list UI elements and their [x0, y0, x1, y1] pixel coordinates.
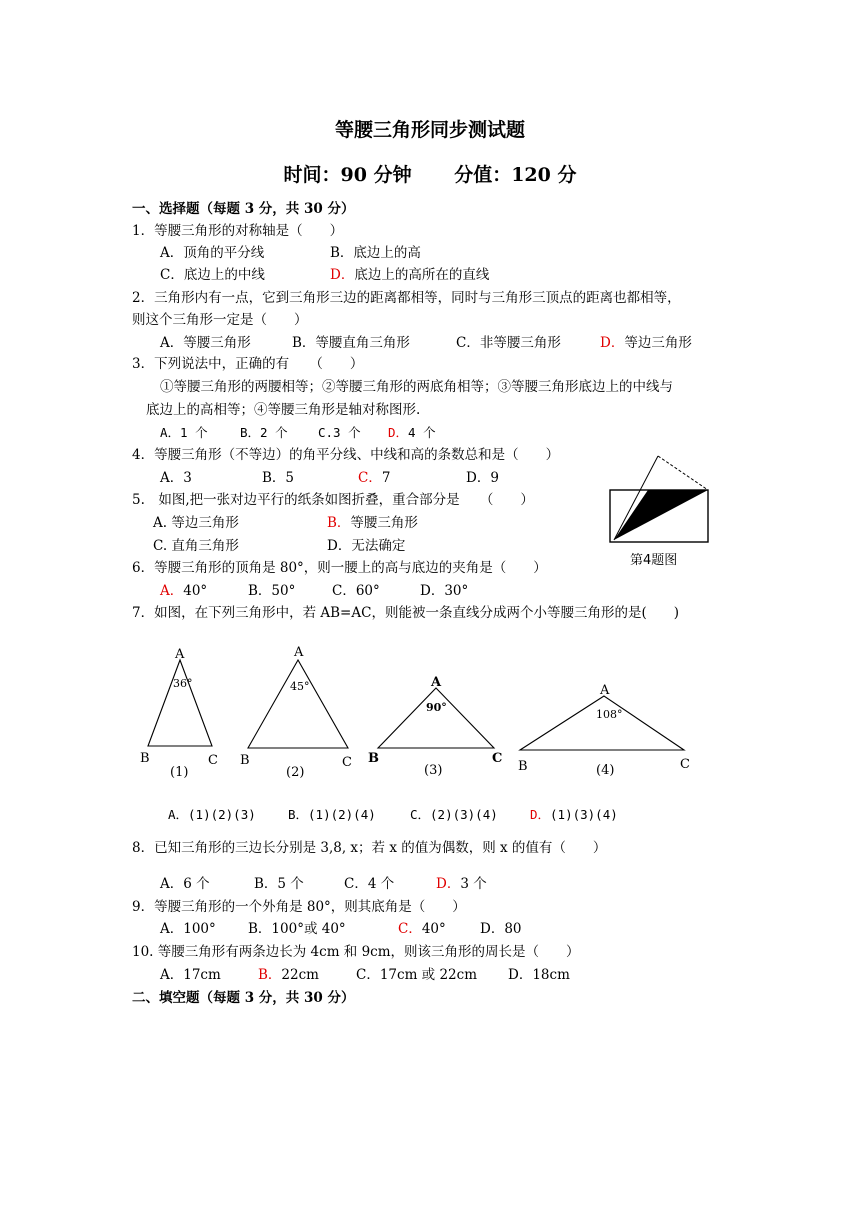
question-9-stem: 9．等腰三角形的一个外角是 80°，则其底角是（ ）	[132, 899, 466, 915]
triangle-2-shape	[248, 660, 348, 748]
triangle-2	[240, 645, 352, 780]
question-3-line-1: ①等腰三角形的两腰相等；②等腰三角形的两底角相等；③等腰三角形底边上的中线与	[160, 379, 673, 395]
q6-answer-letter: A．	[160, 583, 184, 599]
question-3-line-2: 底边上的高相等；④等腰三角形是轴对称图形.	[146, 402, 421, 418]
q2-option-d: D．等边三角形	[600, 335, 692, 351]
q2-option-b: B．等腰直角三角形	[292, 335, 410, 351]
q8-option-c: C．4 个	[344, 876, 395, 892]
question-2-stem-cont: 则这个三角形一定是（ ）	[132, 312, 308, 328]
question-1-stem: 1．等腰三角形的对称轴是（ ）	[132, 223, 344, 239]
q5-option-a: A. 等边三角形	[153, 515, 239, 531]
score-info: 分值：120 分	[454, 164, 577, 186]
time-info: 时间：90 分钟	[283, 164, 412, 186]
overlap-region	[614, 490, 708, 540]
triangle-2-vertex-c: C	[342, 755, 352, 770]
folded-edge-dashed	[658, 456, 708, 490]
page-title: 等腰三角形同步测试题	[334, 119, 525, 141]
triangle-3-vertex-b: B	[368, 751, 379, 766]
q2-option-c: C．非等腰三角形	[456, 335, 561, 351]
triangle-4	[518, 683, 690, 778]
q9-option-b: B．100°或 40°	[248, 921, 346, 937]
q3-option-c: C.3 个	[318, 425, 361, 440]
q10-option-a: A．17cm	[160, 967, 221, 983]
q1-option-c: C．底边上的中线	[160, 267, 265, 283]
triangle-3-angle: 90°	[426, 701, 447, 714]
triangle-3	[368, 675, 502, 778]
triangle-3-number: (3)	[424, 763, 443, 778]
q1-option-a: A．顶角的平分线	[160, 245, 265, 261]
question-7-stem: 7．如图，在下列三角形中，若 AB=AC，则能被一条直线分成两个小等腰三角形的是( )	[132, 605, 679, 621]
q10-option-d: D．18cm	[508, 967, 570, 983]
q7-option-c: C．(2)(3)(4)	[410, 807, 498, 822]
question-5-stem: 5. 如图,把一张对边平行的纸条如图折叠，重合部分是 （ ）	[132, 492, 534, 508]
q6-option-a: A．40°	[160, 583, 208, 599]
q4-option-a: A．3	[160, 470, 192, 486]
q4-answer-letter: C．	[358, 470, 382, 486]
q8-option-b: B．5 个	[254, 876, 304, 892]
question-3-stem: 3．下列说法中，正确的有 （ ）	[132, 356, 364, 372]
question-8-stem: 8．已知三角形的三边长分别是 3,8, x；若 x 的值为偶数，则 x 的值有（ ）	[132, 840, 607, 856]
question-6-stem: 6．等腰三角形的顶角是 80°，则一腰上的高与底边的夹角是（ ）	[132, 560, 547, 576]
triangle-1-angle: 36°	[173, 677, 193, 690]
triangle-1-number: (1)	[170, 765, 189, 780]
q3-option-d: D．4 个	[388, 425, 436, 440]
q5-option-b: B．等腰三角形	[327, 515, 418, 531]
q8-option-d: D．3 个	[436, 876, 487, 892]
triangle-4-number: (4)	[596, 763, 615, 778]
q9-option-c: C．40°	[398, 921, 446, 937]
q7-option-a: A．(1)(2)(3)	[168, 807, 256, 822]
triangle-figures	[130, 640, 710, 785]
q10-option-b: B．22cm	[258, 967, 319, 983]
q4-option-d: D．9	[466, 470, 499, 486]
triangle-4-vertex-b: B	[518, 759, 528, 774]
triangle-3-vertex-c: C	[492, 751, 503, 766]
q1-answer-letter: D．	[330, 267, 355, 283]
q5-answer-letter: B．	[327, 515, 351, 531]
q1-option-b: B．底边上的高	[330, 245, 421, 261]
exam-info	[0, 160, 860, 187]
triangle-3-shape	[378, 688, 494, 748]
triangle-4-shape	[520, 696, 684, 750]
q4-option-b: B．5	[262, 470, 295, 486]
q3-answer-letter: D．	[388, 425, 409, 440]
q4-option-c: C．7	[358, 470, 391, 486]
q10-answer-letter: B．	[258, 967, 282, 983]
triangle-1-vertex-c: C	[208, 753, 218, 768]
triangle-1-vertex-a: A	[175, 647, 185, 662]
triangle-4-vertex-a: A	[600, 683, 610, 698]
q6-option-b: B．50°	[248, 583, 296, 599]
triangle-4-vertex-c: C	[680, 757, 690, 772]
triangle-2-vertex-b: B	[240, 753, 250, 768]
triangle-2-angle: 45°	[290, 680, 310, 693]
q2-option-a: A．等腰三角形	[160, 335, 251, 351]
question-10-stem: 10. 等腰三角形有两条边长为 4cm 和 9cm，则该三角形的周长是（ ）	[132, 944, 580, 960]
triangle-3-vertex-a: A	[431, 675, 442, 690]
triangle-4-angle: 108°	[596, 708, 623, 721]
triangle-2-vertex-a: A	[294, 645, 304, 660]
q2-answer-letter: D．	[600, 335, 625, 351]
q6-option-c: C．60°	[332, 583, 380, 599]
q3-option-a: A．1 个	[160, 425, 208, 440]
section-heading-choice: 一、选择题（每题 3 分，共 30 分）	[132, 201, 355, 217]
q9-option-d: D．80	[480, 921, 522, 937]
triangle-1-vertex-b: B	[140, 751, 150, 766]
section-heading-fill: 二、填空题（每题 3 分，共 30 分）	[132, 990, 355, 1006]
q9-answer-letter: C．	[398, 921, 422, 937]
q8-answer-letter: D．	[436, 876, 461, 892]
triangle-1	[140, 647, 218, 780]
q7-option-d: D．(1)(3)(4)	[530, 807, 618, 822]
q10-option-c: C．17cm 或 22cm	[356, 967, 477, 983]
q7-option-b: B．(1)(2)(4)	[288, 807, 376, 822]
q9-option-a: A．100°	[160, 921, 216, 937]
q7-answer-letter: D．	[530, 807, 551, 822]
q8-option-a: A．6 个	[160, 876, 210, 892]
triangle-2-number: (2)	[286, 765, 305, 780]
q5-option-d: D．无法确定	[327, 538, 406, 554]
q3-option-b: B．2 个	[240, 425, 288, 440]
q1-option-d: D．底边上的高所在的直线	[330, 267, 490, 283]
question-4-stem: 4．等腰三角形（不等边）的角平分线、中线和高的条数总和是（ ）	[132, 447, 560, 463]
triangle-1-shape	[148, 660, 212, 746]
q6-option-d: D．30°	[420, 583, 469, 599]
question-2-stem: 2．三角形内有一点，它到三角形三边的距离都相等，同时与三角形三顶点的距离也都相等，	[132, 290, 681, 306]
q5-option-c: C. 直角三角形	[153, 538, 239, 554]
fig-caption: 第4题图	[630, 553, 678, 568]
